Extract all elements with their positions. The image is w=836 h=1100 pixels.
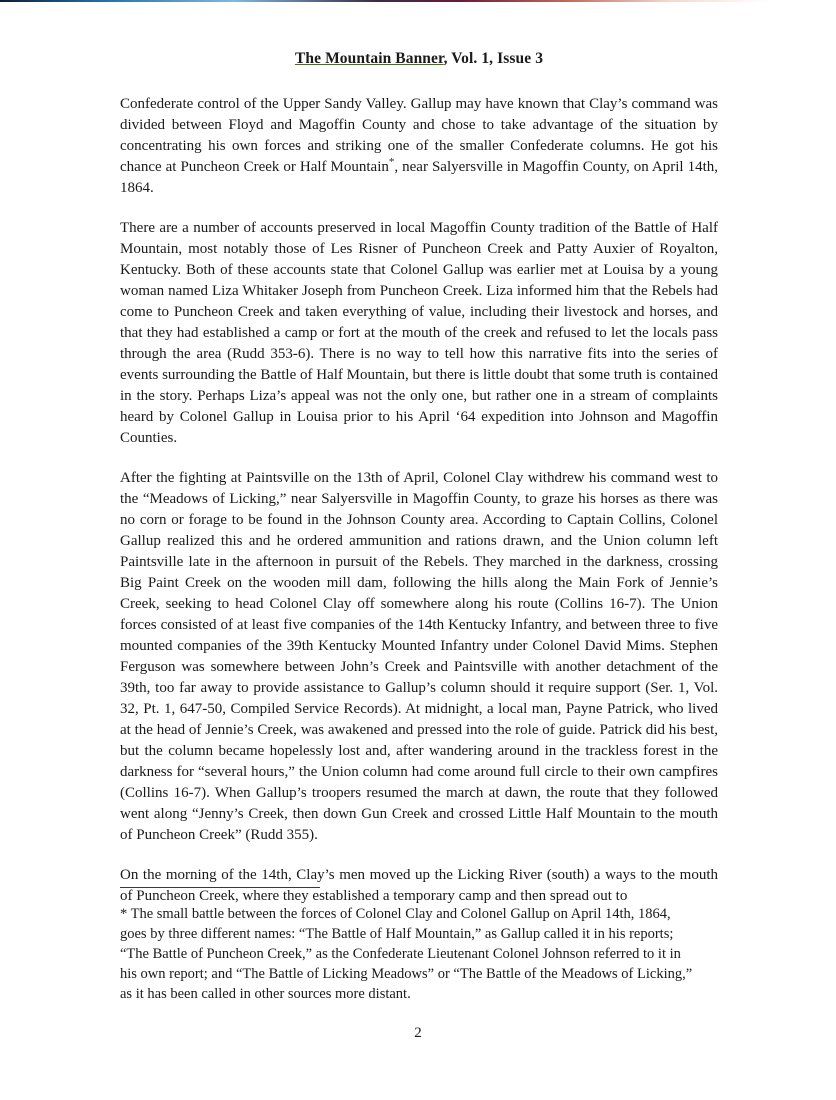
publication-name: The Mountain Banner [294,50,444,67]
footnote-mark: * [120,906,128,922]
issue-info: , Vol. 1, Issue 3 [443,50,544,67]
footnote [120,904,695,1004]
footnote-reference-mark[interactable]: * [388,156,395,168]
paragraph-4: On the morning of the 14th, Clay’s men moved up the Licking River (south) a ways to the mouth of Puncheon Creek, where they established a temporary camp and then spread out to [120,867,718,904]
paragraph-2: There are a number of accounts preserved in local Magoffin County tradition of the Battle of Half Mountain, most notably those of Les Risner of Puncheon Creek and Patty Auxier of Royalton, Kentucky. Both of these accounts state that Colonel Gallup was earlier met at Louisa by a young woman named Liza Whitaker Joseph from Puncheon Creek. Liza informed him that the Rebels had come to Puncheon Creek and taken everything of value, including their livestock and horses, and that they had established a camp or fort at the mouth of the creek and refused to let the locals pass through the area (Rudd 353-6). There is no way to tell how this narrative fits into the series of events surrounding the Battle of Half Mountain, but there is little doubt that some truth is contained in the story. Perhaps Liza’s appeal was not the only one, but rather one in a stream of complaints heard by Colonel Gallup in Louisa prior to his April ‘64 expedition into Johnson and Magoffin Counties. [120,220,718,446]
scan-edge-artifact [0,0,836,2]
page-number: 2 [414,1025,422,1041]
paragraph-3: After the fighting at Paintsville on the 13th of April, Colonel Clay withdrew his command west to the “Meadows of Licking,” near Salyersville in Magoffin County, to graze his horses as there was no corn or forage to be found in the Johnson County area. According to Captain Collins, Colonel Gallup realized this and he ordered ammunition and rations drawn, and the Union column left Paintsville late in the afternoon in pursuit of the Rebels. They marched in the darkness, crossing Big Paint Creek on the wooden mill dam, following the hills along the Main Fork of Jennie’s Creek, seeking to head Colonel Clay off somewhere along his route (Collins 16-7). The Union forces consisted of at least five companies of the 14th Kentucky Infantry, and between three to five mounted companies of the 39th Kentucky Mounted Infantry under Colonel David Mims. Stephen Ferguson was somewhere between John’s Creek and Paintsville with another detachment of the 39th, too far away to provide assistance to Gallup’s column should it require support (Ser. 1, Vol. 32, Pt. 1, 647-50, Compiled Service Records). At midnight, a local man, Payne Patrick, who lived at the head of Jennie’s Creek, was awakened and pressed into the role of guide. Patrick did his best, but the column became hopelessly lost and, after wandering around in the trackless forest in the darkness for “several hours,” the Union column had come around full circle to their own campfires (Collins 16-7). When Gallup’s troopers resumed the march at dawn, the route that they followed went along “Jenny’s Creek, then down Gun Creek and crossed Little Half Mountain to the mouth of Puncheon Creek” (Rudd 355). [120,470,718,843]
paragraph-1-text-a: Confederate control of the Upper Sandy Valley. Gallup may have known that Clay’s command was divided between Floyd and Magoffin County and chose to take advantage of the situation by concentrating his own forces and striking one of the smaller Confederate columns. He got his chance at Puncheon Creek or Half Mountain [120,96,718,175]
footnote-text: The small battle between the forces of Colonel Clay and Colonel Gallup on April 14th, 1864, goes by three different names: “The Battle of Half Mountain,” as Gallup called it in his reports; “The Battle of Puncheon Creek,” as the Confederate Lieutenant Colonel Johnson referred to it in his own report; and “The Battle of Licking Meadows” or “The Battle of the Meadows of Licking,” as it has been called in other sources more distant. [120,906,693,1002]
page-header [120,50,718,68]
paragraph-1-text-b: , near Salyersville in Magoffin County, on April 14th, 1864. [120,159,718,196]
document-page [120,50,718,926]
paragraph-1 [120,94,718,199]
footnote-separator-rule [120,887,320,888]
